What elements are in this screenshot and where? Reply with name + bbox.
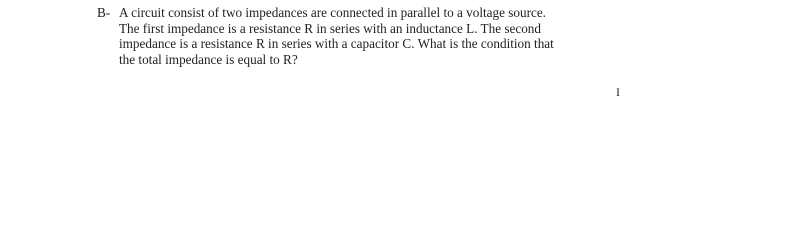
question-label: B- [97,5,111,20]
stray-mark: I [616,85,620,99]
question-line-4: the total impedance is equal to R? [119,51,298,67]
question-text [97,5,737,67]
question-line-1-text: A circuit consist of two impedances are connected in parallel to a voltage source. [119,5,546,20]
question-line-3: impedance is a resistance R in series with a capacitor C. What is the condition that [119,36,554,52]
question-line-1 [97,5,737,21]
question-line-2: The first impedance is a resistance R in series with an inductance L. The second [119,20,541,36]
